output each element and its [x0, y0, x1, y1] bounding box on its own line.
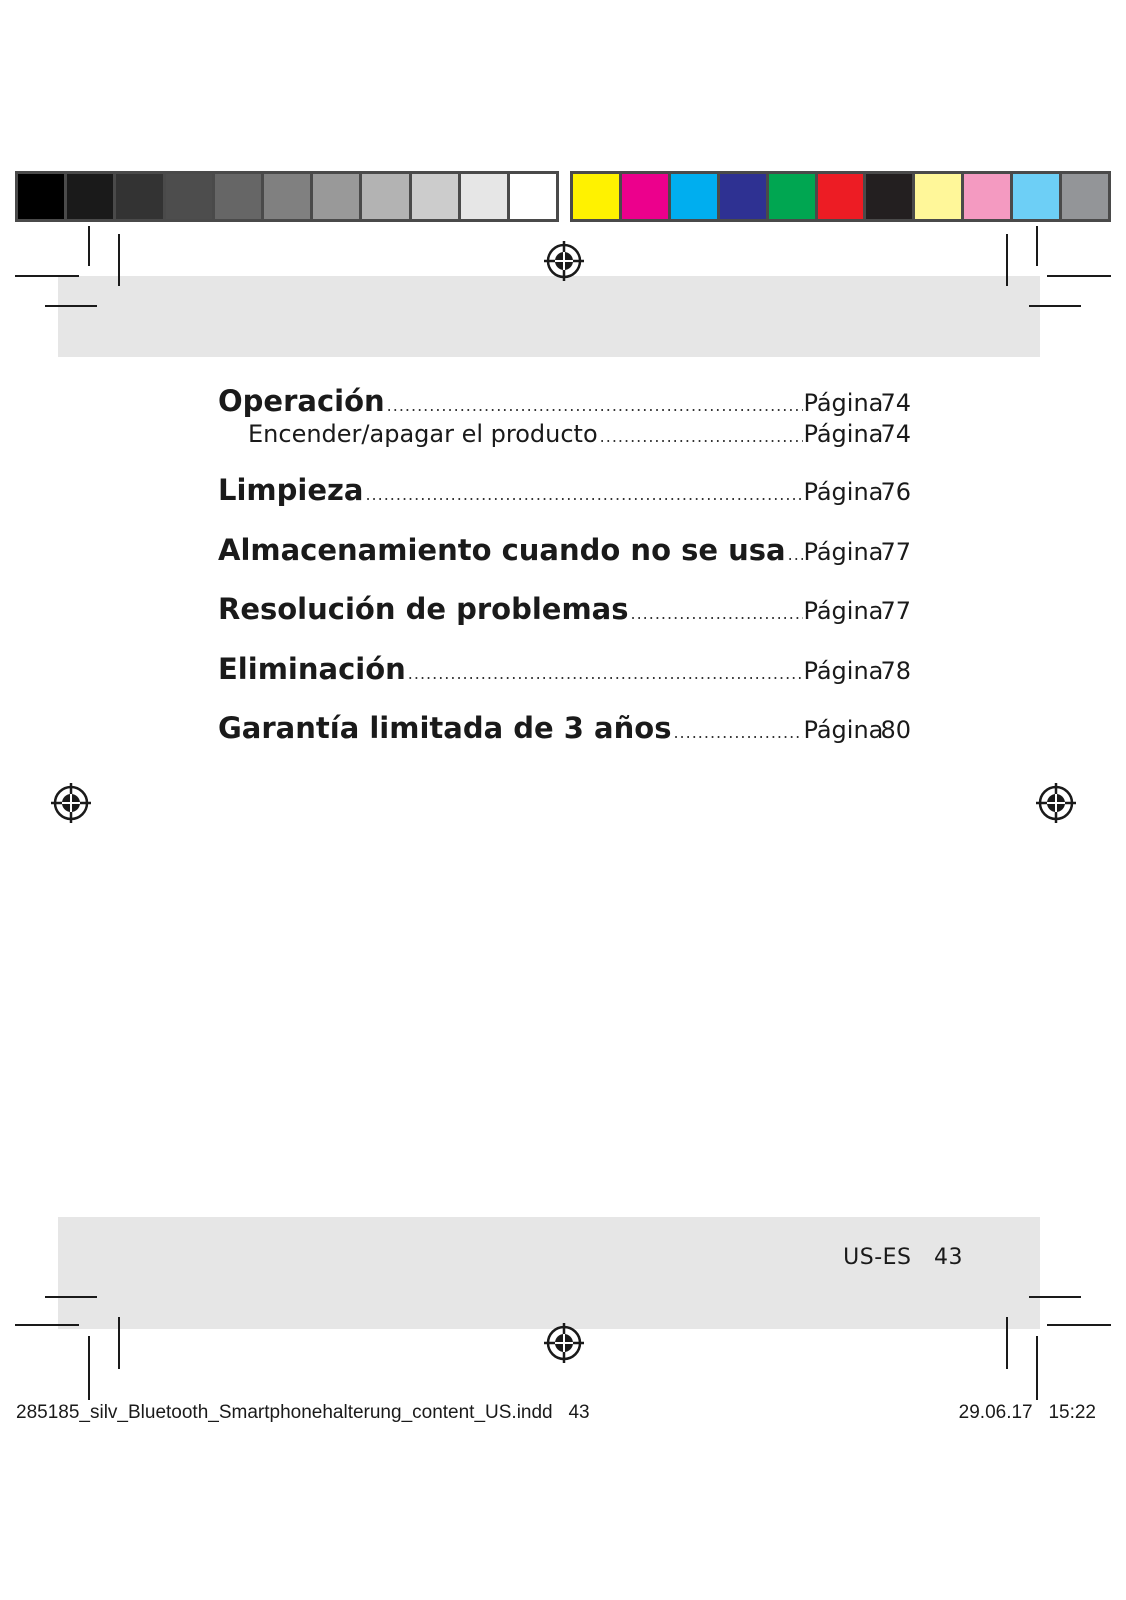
print-slug-datetime: 29.06.17 15:22	[958, 1402, 1096, 1423]
toc-page-label: Página	[803, 389, 884, 417]
toc-entry-garantia	[218, 711, 911, 745]
toc-entry-title: Limpieza	[218, 473, 364, 507]
toc-page-number: 78	[880, 657, 911, 685]
color-swatch	[362, 174, 408, 219]
color-swatch	[1062, 174, 1108, 219]
toc-leader-dots	[598, 427, 804, 446]
toc-page-number: 77	[880, 538, 911, 566]
registration-mark-icon	[1036, 783, 1076, 823]
toc-entry-encender-apagar	[218, 420, 911, 448]
crop-mark	[1006, 234, 1008, 286]
crop-mark	[45, 1296, 97, 1298]
process-color-bar	[570, 171, 1111, 222]
toc-entry-limpieza	[218, 473, 911, 507]
color-swatch	[769, 174, 815, 219]
registration-mark-icon	[544, 241, 584, 281]
registration-mark-icon	[51, 783, 91, 823]
color-swatch	[166, 174, 212, 219]
color-swatch	[915, 174, 961, 219]
crop-mark	[118, 234, 120, 286]
footer-band	[58, 1217, 1040, 1329]
toc-page-number: 74	[880, 420, 911, 448]
toc-entry-operacion	[218, 384, 911, 418]
toc-page-number: 76	[880, 478, 911, 506]
toc-leader-dots	[406, 664, 804, 683]
toc-entry-title: Operación	[218, 384, 385, 418]
crop-mark	[15, 275, 79, 277]
color-swatch	[818, 174, 864, 219]
toc-leader-dots	[671, 723, 803, 742]
toc-page-number: 80	[880, 716, 911, 744]
crop-mark	[1029, 305, 1081, 307]
toc-entry-title: Encender/apagar el producto	[248, 420, 598, 448]
print-slug-filename: 285185_silv_Bluetooth_Smartphonehalterung_content_US.indd 43	[16, 1402, 590, 1423]
crop-mark	[1047, 275, 1111, 277]
page-number: US-ES 43	[843, 1245, 963, 1270]
crop-mark	[88, 1336, 90, 1400]
color-swatch	[720, 174, 766, 219]
toc-page-label: Página	[803, 716, 884, 744]
crop-mark	[45, 305, 97, 307]
crop-mark	[88, 226, 90, 266]
toc-entry-eliminacion	[218, 652, 911, 686]
toc-entry-almacenamiento	[218, 533, 911, 567]
toc-leader-dots	[363, 485, 803, 504]
header-band	[58, 276, 1040, 357]
crop-mark	[1029, 1296, 1081, 1298]
toc-page-label: Página	[803, 597, 884, 625]
color-swatch	[67, 174, 113, 219]
toc-entry-title: Resolución de problemas	[218, 592, 629, 626]
toc-page-label: Página	[803, 538, 884, 566]
toc-leader-dots	[786, 545, 804, 564]
color-swatch	[671, 174, 717, 219]
color-swatch	[313, 174, 359, 219]
grayscale-color-bar	[15, 171, 559, 222]
crop-mark	[1036, 226, 1038, 266]
color-swatch	[116, 174, 162, 219]
color-swatch	[18, 174, 64, 219]
toc-page-label: Página	[803, 420, 884, 448]
color-swatch	[1013, 174, 1059, 219]
toc-page-label: Página	[803, 478, 884, 506]
toc-page-label: Página	[803, 657, 884, 685]
color-swatch	[461, 174, 507, 219]
color-swatch	[866, 174, 912, 219]
toc-entry-title: Garantía limitada de 3 años	[218, 711, 672, 745]
color-swatch	[622, 174, 668, 219]
toc-entry-resolucion	[218, 592, 911, 626]
toc-entry-title: Almacenamiento cuando no se usa	[218, 533, 786, 567]
crop-mark	[1047, 1324, 1111, 1326]
color-swatch	[510, 174, 556, 219]
crop-mark	[1036, 1336, 1038, 1400]
crop-mark	[118, 1317, 120, 1369]
color-swatch	[412, 174, 458, 219]
toc-page-number: 74	[880, 389, 911, 417]
registration-mark-icon	[544, 1323, 584, 1363]
toc-leader-dots	[385, 396, 804, 415]
toc-entry-title: Eliminación	[218, 652, 406, 686]
toc-leader-dots	[629, 604, 804, 623]
color-swatch	[964, 174, 1010, 219]
toc-page-number: 77	[880, 597, 911, 625]
crop-mark	[1006, 1317, 1008, 1369]
crop-mark	[15, 1324, 79, 1326]
color-swatch	[573, 174, 619, 219]
color-swatch	[264, 174, 310, 219]
color-swatch	[215, 174, 261, 219]
